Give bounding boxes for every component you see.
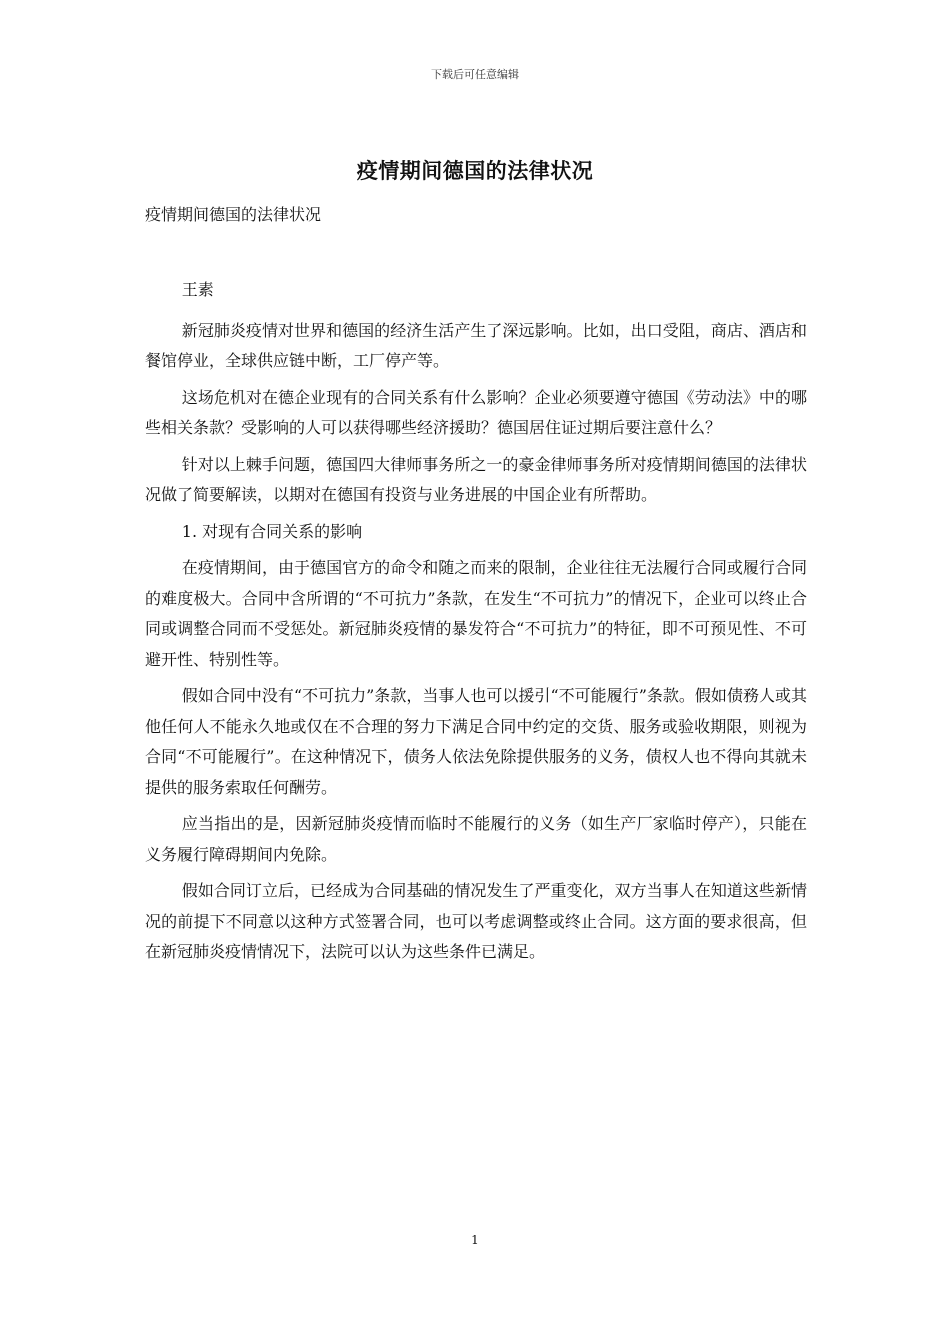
paragraph: 假如合同订立后，已经成为合同基础的情况发生了严重变化，双方当事人在知道这些新情况的前提下不同意以这种方式签署合同，也可以考虑调整或终止合同。这方面的要求很高，但在新冠肺炎疫情情况下，法院可以认为这些条件已满足。 — [145, 881, 807, 961]
paragraph: 假如合同中没有“不可抗力”条款，当事人也可以援引“不可能履行”条款。假如债務人或其他任何人不能永久地或仅在不合理的努力下满足合同中约定的交货、服务或验收期限，则视为合同“不可能履行”。在这种情况下，债务人依法免除提供服务的义务，债权人也不得向其就未提供的服务索取任何酬劳。 — [145, 686, 807, 797]
document-body — [145, 275, 807, 974]
author-line: 王素 — [181, 280, 214, 299]
header-note: 下载后可任意编辑 — [431, 68, 519, 81]
page-number: 1 — [471, 1233, 479, 1247]
section-heading: 1. 对现有合同关系的影响 — [181, 521, 363, 541]
paragraph: 针对以上棘手问题，德国四大律师事务所之一的豪金律师事务所对疫情期间德国的法律状况做了简要解读，以期对在德国有投资与业务进展的中国企业有所帮助。 — [145, 454, 807, 504]
paragraph: 应当指出的是，因新冠肺炎疫情而临时不能履行的义务（如生产厂家临时停产），只能在义务履行障碍期间内免除。 — [145, 814, 807, 864]
paragraph: 这场危机对在德企业现有的合同关系有什么影响？企业必须要遵守德国《劳动法》中的哪些相关条款？受影响的人可以获得哪些经济援助？德国居住证过期后要注意什么？ — [145, 387, 807, 437]
document-subtitle: 疫情期间德国的法律状况 — [145, 205, 322, 224]
paragraph: 新冠肺炎疫情对世界和德国的经济生活产生了深远影响。比如，出口受阻，商店、酒店和餐馆停业，全球供应链中断，工厂停产等。 — [145, 320, 807, 370]
document-title: 疫情期间德国的法律状况 — [356, 158, 594, 183]
paragraph: 在疫情期间，由于德国官方的命令和随之而来的限制，企业往往无法履行合同或履行合同的难度极大。合同中含所谓的“不可抗力”条款，在发生“不可抗力”的情况下，企业可以终止合同或调整合同而不受惩处。新冠肺炎疫情的暴发符合“不可抗力”的特征，即不可预见性、不可避开性、特别性等。 — [145, 558, 807, 669]
